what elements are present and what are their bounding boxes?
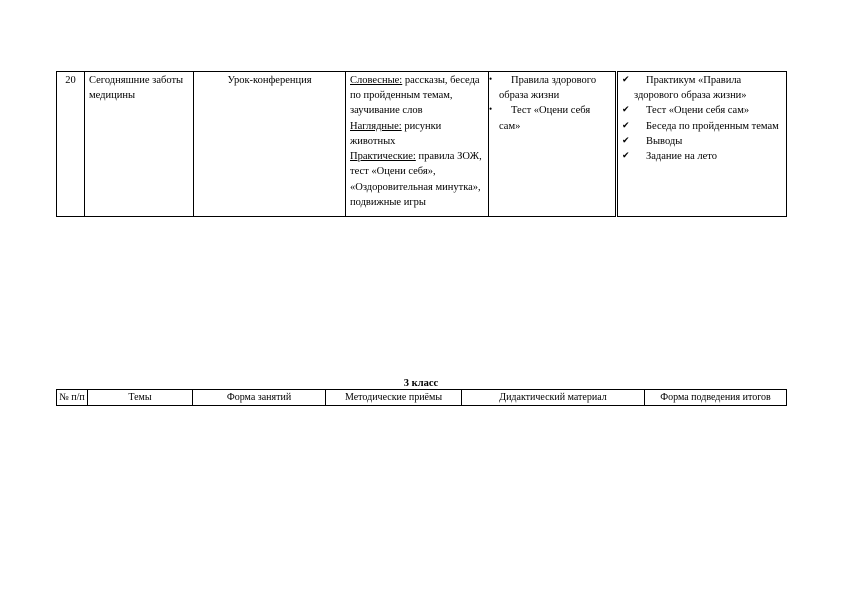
list-item: ✔ Практикум «Правила здорового образа жизни» [634,73,782,103]
method-visual-text: рисунки животных [350,120,442,147]
grade-heading: 3 класс [403,378,439,389]
header-form: Форма занятий [193,390,326,406]
method-verbal-text: рассказы, беседа по пройденным темам, заучивание слов [350,75,480,117]
header-materials: Дидактический материал [462,390,645,406]
method-practical-label: Практические: [350,151,416,163]
header-methods: Методические приёмы [326,390,462,406]
list-item: ✔ Выводы [634,134,782,149]
method-verbal [350,73,484,119]
method-visual-label: Наглядные: [350,120,402,132]
table-header-row [57,390,787,406]
list-item: ✔ Беседа по пройденным темам [634,119,782,134]
list-item: ✔ Тест «Оцени себя сам» [634,103,782,118]
method-practical [350,149,484,210]
list-item: • Правила здорового образа жизни [499,73,611,103]
header-topics: Темы [88,390,193,406]
lesson-methods [346,72,489,217]
method-practical-text: правила ЗОЖ, тест «Оцени себя», «Оздоровительная минутка», подвижные игры [350,151,482,208]
lesson-form: Урок-конференция [194,72,346,217]
lesson-table [56,71,787,217]
list-item: • Тест «Оцени себя сам» [499,103,611,133]
lesson-number: 20 [57,72,85,217]
method-verbal-label: Словесные: [350,75,403,86]
header-number: № п/п [57,390,88,406]
table-row [57,72,787,217]
grade3-table [56,389,787,406]
list-item: ✔ Задание на лето [634,149,782,164]
lesson-materials [489,72,617,217]
lesson-results [617,72,787,217]
method-visual [350,119,484,149]
header-results: Форма подведения итогов [645,390,787,406]
lesson-topic: Сегодняшние заботы медицины [85,72,194,217]
